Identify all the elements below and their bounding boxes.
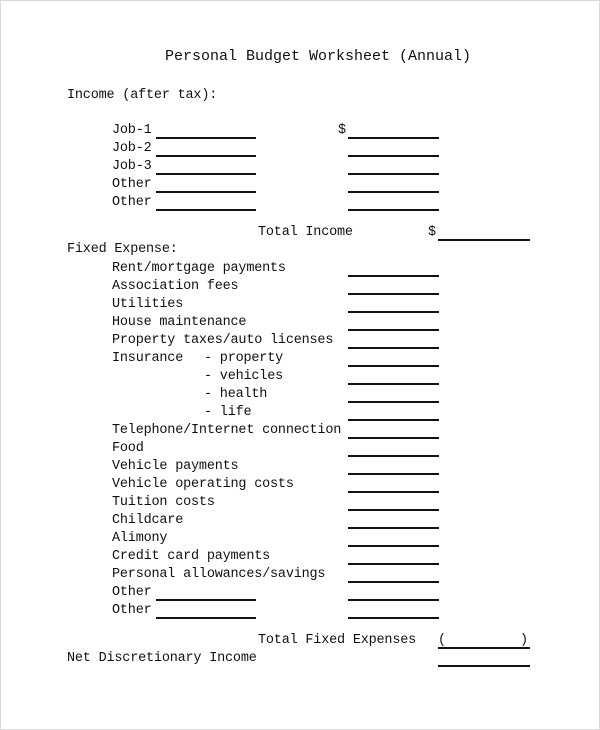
income-item-job-1: Job-1	[112, 123, 152, 138]
expense-credit-card-line[interactable]	[348, 563, 439, 565]
expense-item-other-2: Other	[112, 603, 152, 618]
net-discretionary-income-label: Net Discretionary Income	[67, 651, 257, 666]
income-item-job-2: Job-2	[112, 141, 152, 156]
expense-item-utilities: Utilities	[112, 297, 184, 312]
expense-other-1-name-line[interactable]	[156, 599, 256, 601]
total-fixed-paren-open: (	[438, 633, 446, 648]
income-item-other-2: Other	[112, 195, 152, 210]
expense-vehicle-operating-line[interactable]	[348, 491, 439, 493]
insurance-health-line[interactable]	[348, 401, 439, 403]
expense-telephone-line[interactable]	[348, 437, 439, 439]
insurance-subitem-health: - health	[204, 387, 268, 402]
expense-item-telephone: Telephone/Internet connection	[112, 423, 342, 438]
income-job-2-name-line[interactable]	[156, 155, 256, 157]
total-fixed-paren-close: )	[520, 633, 528, 648]
income-job-1-name-line[interactable]	[156, 137, 256, 139]
income-other-2-name-line[interactable]	[156, 209, 256, 211]
total-income-currency: $	[428, 225, 436, 240]
insurance-life-line[interactable]	[348, 419, 439, 421]
insurance-subitem-life: - life	[204, 405, 252, 420]
expense-rent-line[interactable]	[348, 275, 439, 277]
income-item-job-3: Job-3	[112, 159, 152, 174]
expense-item-credit-card: Credit card payments	[112, 549, 271, 564]
insurance-vehicles-line[interactable]	[348, 383, 439, 385]
income-currency-symbol: $	[338, 123, 346, 138]
expense-item-vehicle-payments: Vehicle payments	[112, 459, 239, 474]
expense-utilities-line[interactable]	[348, 311, 439, 313]
income-other-2-amount-line[interactable]	[348, 209, 439, 211]
income-heading: Income (after tax):	[67, 88, 218, 103]
expense-association-fees-line[interactable]	[348, 293, 439, 295]
income-job-1-amount-line[interactable]	[348, 137, 439, 139]
total-fixed-expenses-line[interactable]	[438, 647, 530, 649]
expense-item-property-taxes: Property taxes/auto licenses	[112, 333, 334, 348]
expense-vehicle-payments-line[interactable]	[348, 473, 439, 475]
expense-tuition-line[interactable]	[348, 509, 439, 511]
income-job-2-amount-line[interactable]	[348, 155, 439, 157]
income-item-other-1: Other	[112, 177, 152, 192]
expense-other-2-amount-line[interactable]	[348, 617, 439, 619]
page-title: Personal Budget Worksheet (Annual)	[165, 48, 472, 65]
income-job-3-amount-line[interactable]	[348, 173, 439, 175]
expense-food-line[interactable]	[348, 455, 439, 457]
net-discretionary-income-line[interactable]	[438, 665, 530, 667]
expense-item-childcare: Childcare	[112, 513, 184, 528]
income-other-1-amount-line[interactable]	[348, 191, 439, 193]
insurance-property-line[interactable]	[348, 365, 439, 367]
expense-childcare-line[interactable]	[348, 527, 439, 529]
expense-personal-allowances-line[interactable]	[348, 581, 439, 583]
expense-item-personal-allowances: Personal allowances/savings	[112, 567, 326, 582]
expense-other-2-name-line[interactable]	[156, 617, 256, 619]
expense-property-taxes-line[interactable]	[348, 347, 439, 349]
total-fixed-expenses-label: Total Fixed Expenses	[258, 633, 417, 648]
expense-other-1-amount-line[interactable]	[348, 599, 439, 601]
income-other-1-name-line[interactable]	[156, 191, 256, 193]
expense-item-house-maintenance: House maintenance	[112, 315, 247, 330]
fixed-expense-heading: Fixed Expense:	[67, 242, 178, 257]
expense-item-other-1: Other	[112, 585, 152, 600]
expense-item-vehicle-operating: Vehicle operating costs	[112, 477, 294, 492]
expense-item-association-fees: Association fees	[112, 279, 239, 294]
expense-item-food: Food	[112, 441, 144, 456]
expense-item-tuition: Tuition costs	[112, 495, 215, 510]
expense-item-rent: Rent/mortgage payments	[112, 261, 286, 276]
total-income-label: Total Income	[258, 225, 353, 240]
expense-item-alimony: Alimony	[112, 531, 168, 546]
expense-item-insurance: Insurance	[112, 351, 184, 366]
expense-house-maintenance-line[interactable]	[348, 329, 439, 331]
total-income-line[interactable]	[438, 239, 530, 241]
income-job-3-name-line[interactable]	[156, 173, 256, 175]
insurance-subitem-vehicles: - vehicles	[204, 369, 284, 384]
insurance-subitem-property: - property	[204, 351, 284, 366]
expense-alimony-line[interactable]	[348, 545, 439, 547]
